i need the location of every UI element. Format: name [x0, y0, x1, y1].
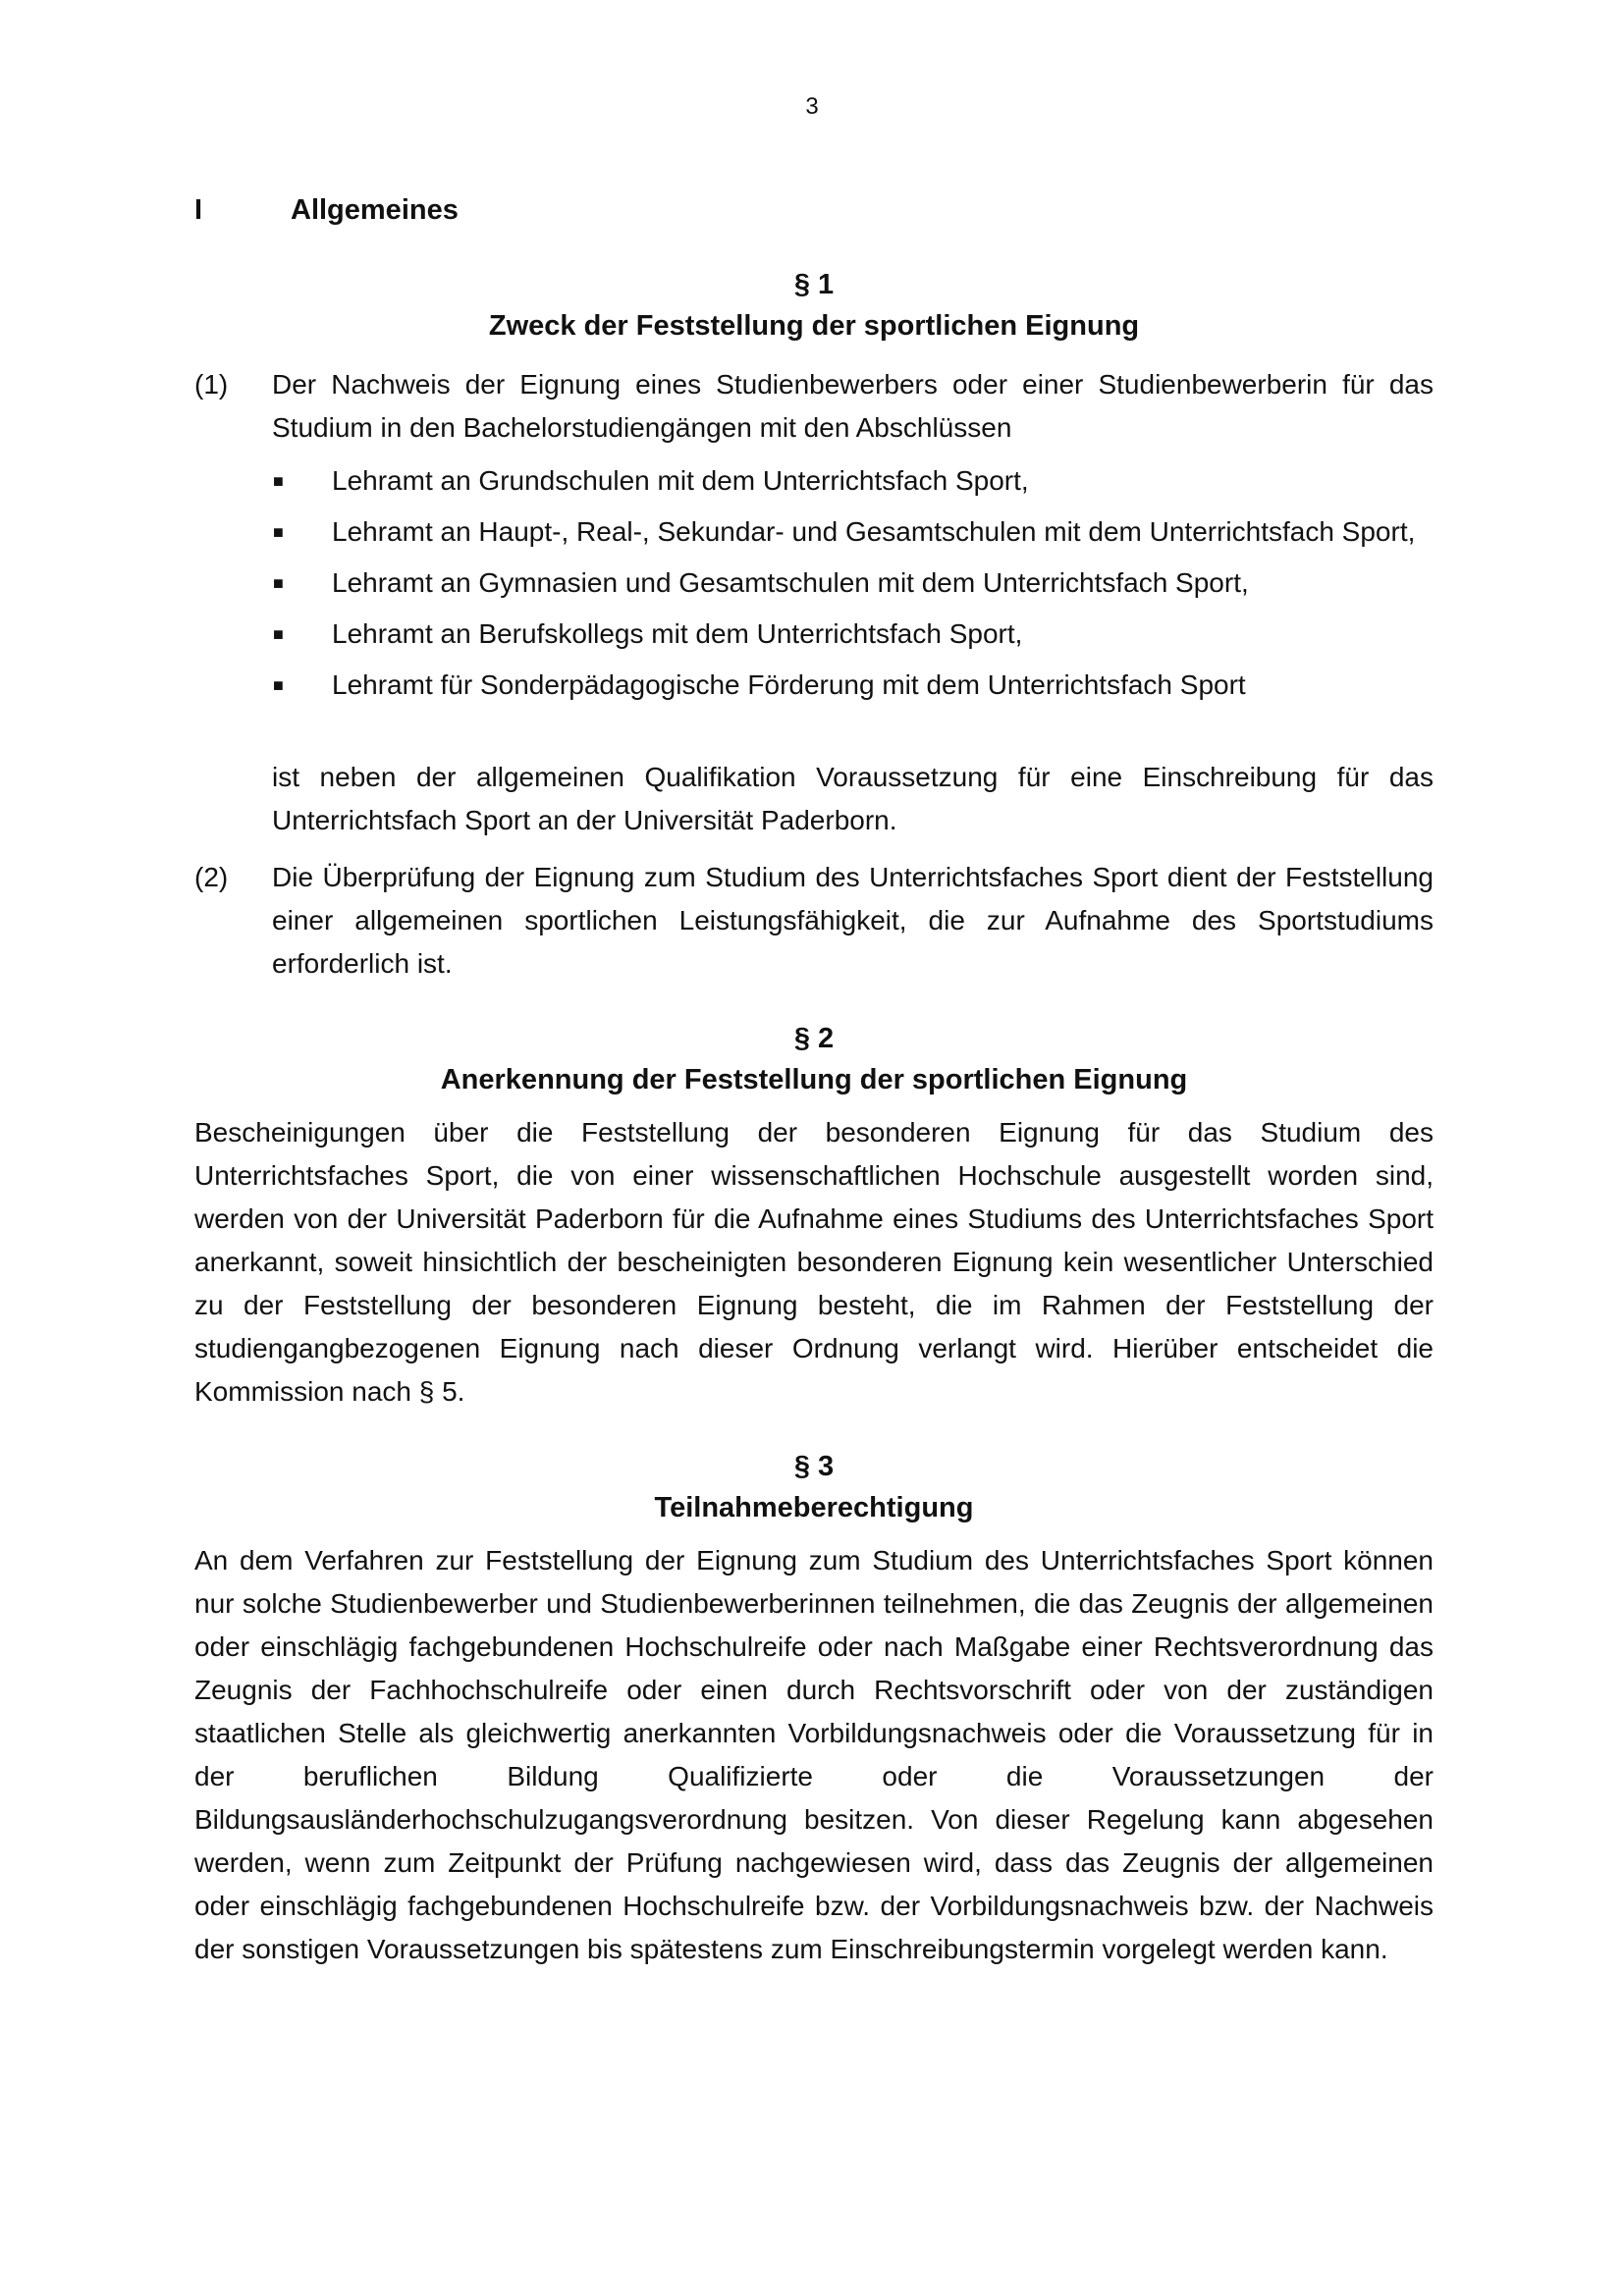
list-item: ■ Lehramt an Berufskollegs mit dem Unterrichtsfach Sport,: [272, 609, 1434, 660]
bullet-icon: ■: [273, 624, 284, 644]
paragraph-2-text: Bescheinigungen über die Feststellung der besonderen Eignung für das Studium des Unterrichtsfaches Sport, die von einer wissenschaftlichen Hochschule ausgestellt worden sind, werden von der Universität Paderborn für die Aufnahme eines Studiums des Unterrichtsfaches Sport anerkannt, soweit hinsichtlich der bescheinigten besonderen Eignung kein wesentlicher Unterschied zu der Feststellung der besonderen Eignung besteht, die im Rahmen der Feststellung der studiengangbezogenen Eignung nach dieser Ordnung verlangt wird. Hierüber entscheidet die Kommission nach § 5.: [194, 1117, 1434, 1407]
item-1-continuation: ist neben der allgemeinen Qualifikation Voraussetzung für eine Einschreibung für das Unterrichtsfach Sport an der Universität Paderborn.: [272, 762, 1434, 835]
list-item: ■ Lehramt an Grundschulen mit dem Unterrichtsfach Sport,: [272, 455, 1434, 507]
paragraph-1-item-1: [194, 363, 1434, 450]
page-number: 3: [805, 93, 819, 120]
bullet-icon: ■: [273, 573, 284, 593]
paragraph-3-symbol: § 3: [793, 1451, 835, 1482]
degree-list: [194, 455, 1434, 711]
paragraph-2-symbol: § 2: [793, 1023, 835, 1054]
item-text: Die Überprüfung der Eignung zum Studium des Unterrichtsfaches Sport dient der Feststellung einer allgemeinen sportlichen Leistungsfähigkeit, die zur Aufnahme des Sportstudiums erforderlich ist.: [272, 862, 1434, 979]
section-number: I: [194, 194, 203, 226]
bullet-icon: ■: [273, 522, 284, 542]
list-item: ■ Lehramt für Sonderpädagogische Förderung mit dem Unterrichtsfach Sport: [272, 660, 1434, 711]
item-text: Der Nachweis der Eignung eines Studienbewerbers oder einer Studienbewerberin für das Studium in den Bachelorstudiengängen mit den Abschlüssen: [272, 369, 1434, 443]
item-number: (1): [194, 369, 229, 400]
paragraph-3-title: Teilnahmeberechtigung: [654, 1492, 974, 1523]
document-body: [194, 190, 1434, 1971]
list-item: ■ Lehramt an Haupt-, Real-, Sekundar- und Gesamtschulen mit dem Unterrichtsfach Sport,: [272, 507, 1434, 558]
section-title: Allgemeines: [291, 194, 459, 226]
section-heading: [194, 190, 1434, 230]
paragraph-1-symbol: § 1: [793, 269, 835, 300]
item-number: (2): [194, 862, 229, 892]
paragraph-2-title: Anerkennung der Feststellung der sportlichen Eignung: [440, 1064, 1188, 1095]
paragraph-1-item-2: [194, 856, 1434, 986]
bullet-icon: ■: [273, 471, 284, 491]
list-item: ■ Lehramt an Gymnasien und Gesamtschulen mit dem Unterrichtsfach Sport,: [272, 558, 1434, 609]
paragraph-3-text: An dem Verfahren zur Feststellung der Eignung zum Studium des Unterrichtsfaches Sport können nur solche Studienbewerber und Studienbewerberinnen teilnehmen, die das Zeugnis der allgemeinen oder einschlägig fachgebundenen Hochschulreife oder nach Maßgabe einer Rechtsverordnung das Zeugnis der Fachhochschulreife oder einen durch Rechtsvorschrift oder von der zuständigen staatlichen Stelle als gleichwertig anerkannten Vorbildungsnachweis oder die Voraussetzung für in der beruflichen Bildung Qualifizierte oder die Voraussetzungen der Bildungsausländerhochschulzugangsverordnung besitzen. Von dieser Regelung kann abgesehen werden, wenn zum Zeitpunkt der Prüfung nachgewiesen wird, dass das Zeugnis der allgemeinen oder einschlägig fachgebundenen Hochschulreife bzw. der Vorbildungsnachweis bzw. der Nachweis der sonstigen Voraussetzungen bis spätestens zum Einschreibungstermin vorgelegt werden kann.: [194, 1545, 1434, 1964]
paragraph-1-title: Zweck der Feststellung der sportlichen Eignung: [488, 310, 1140, 342]
bullet-icon: ■: [273, 675, 284, 695]
